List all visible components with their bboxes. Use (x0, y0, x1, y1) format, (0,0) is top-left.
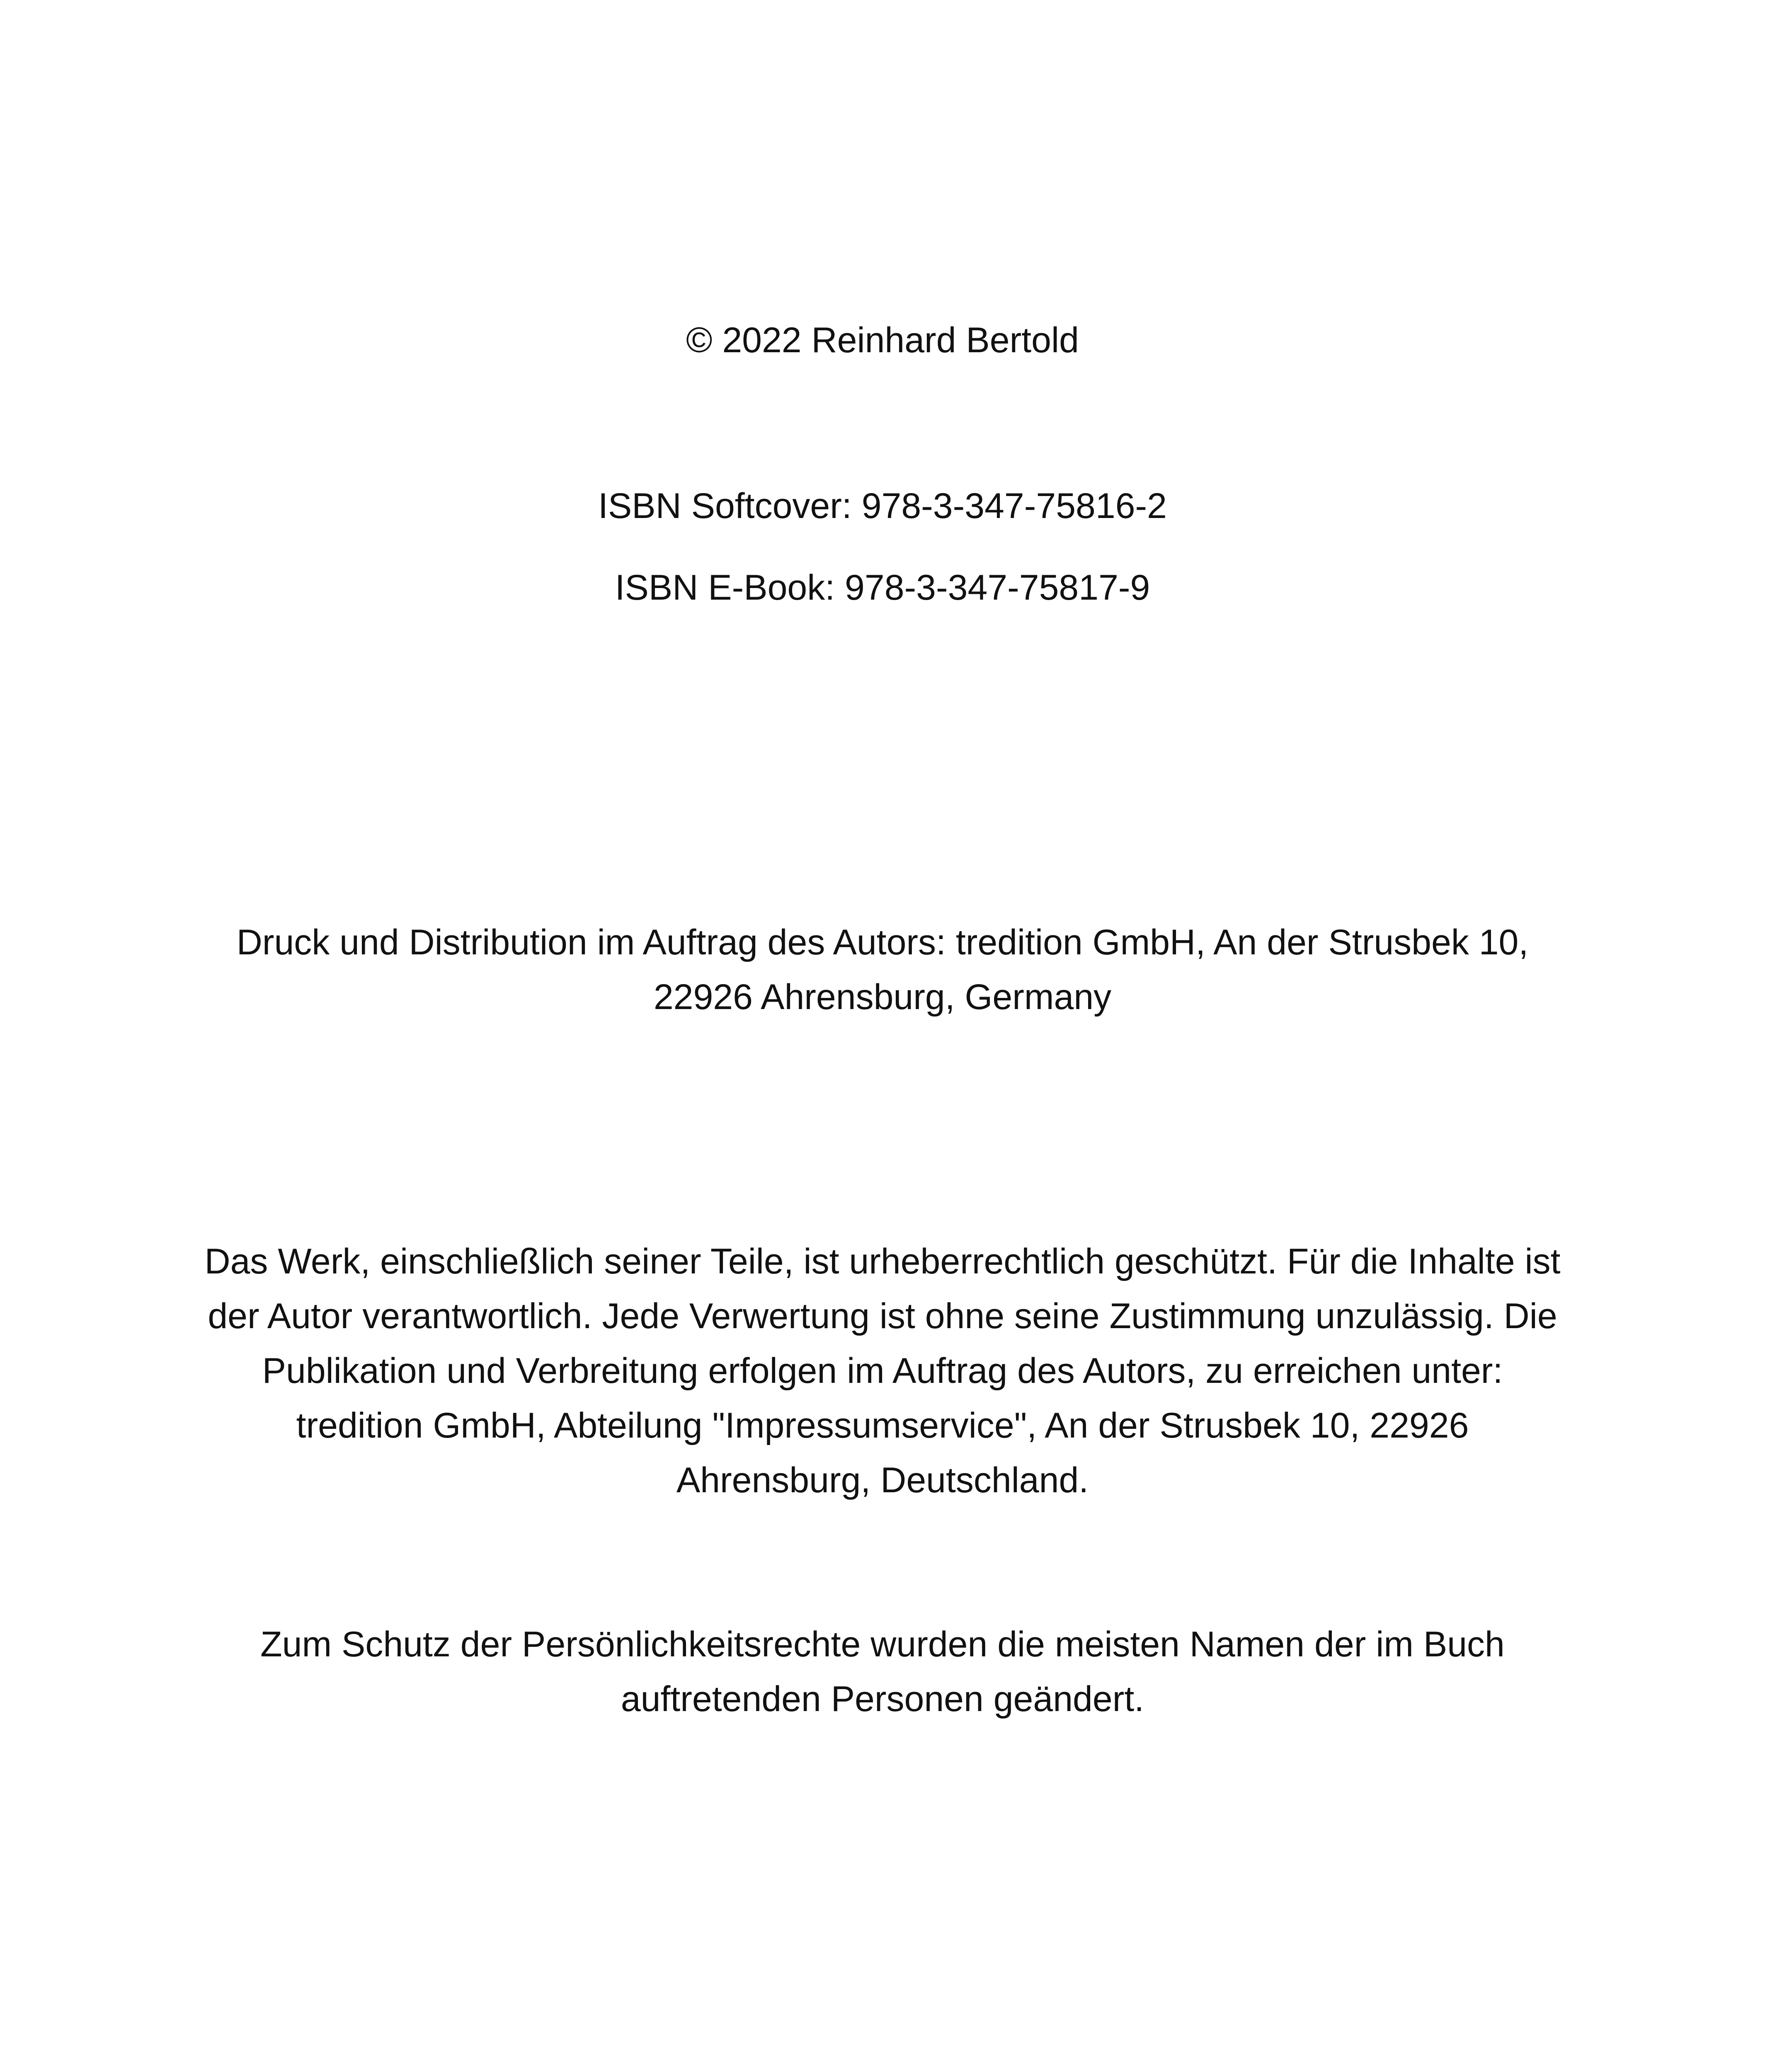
privacy-notice (0, 1617, 1765, 1726)
distribution-notice (0, 915, 1765, 1024)
legal-notice-line: der Autor verantwortlich. Jede Verwertung ist ohne seine Zustimmung unzulässig. Die (208, 1296, 1557, 1336)
copyright-legal-notice (0, 1234, 1765, 1508)
isbn-ebook: ISBN E-Book: 978-3-347-75817-9 (615, 568, 1150, 608)
legal-notice-line: tredition GmbH, Abteilung "Impressumservice", An der Strusbek 10, 22926 (296, 1406, 1469, 1445)
distribution-line: 22926 Ahrensburg, Germany (653, 977, 1112, 1017)
legal-notice-line: Ahrensburg, Deutschland. (676, 1460, 1089, 1500)
privacy-notice-line: Zum Schutz der Persönlichkeitsrechte wurden die meisten Namen der im Buch (260, 1624, 1505, 1664)
distribution-line: Druck und Distribution im Auftrag des Autors: tredition GmbH, An der Strusbek 10, (236, 922, 1529, 962)
legal-notice-line: Publikation und Verbreitung erfolgen im Auftrag des Autors, zu erreichen unter: (262, 1351, 1503, 1391)
isbn-softcover: ISBN Softcover: 978-3-347-75816-2 (598, 486, 1167, 526)
legal-notice-line: Das Werk, einschließlich seiner Teile, ist urheberrechtlich geschützt. Für die Inhalte ist (204, 1242, 1561, 1281)
copyright-notice: © 2022 Reinhard Bertold (686, 320, 1079, 360)
privacy-notice-line: auftretenden Personen geändert. (621, 1679, 1144, 1719)
